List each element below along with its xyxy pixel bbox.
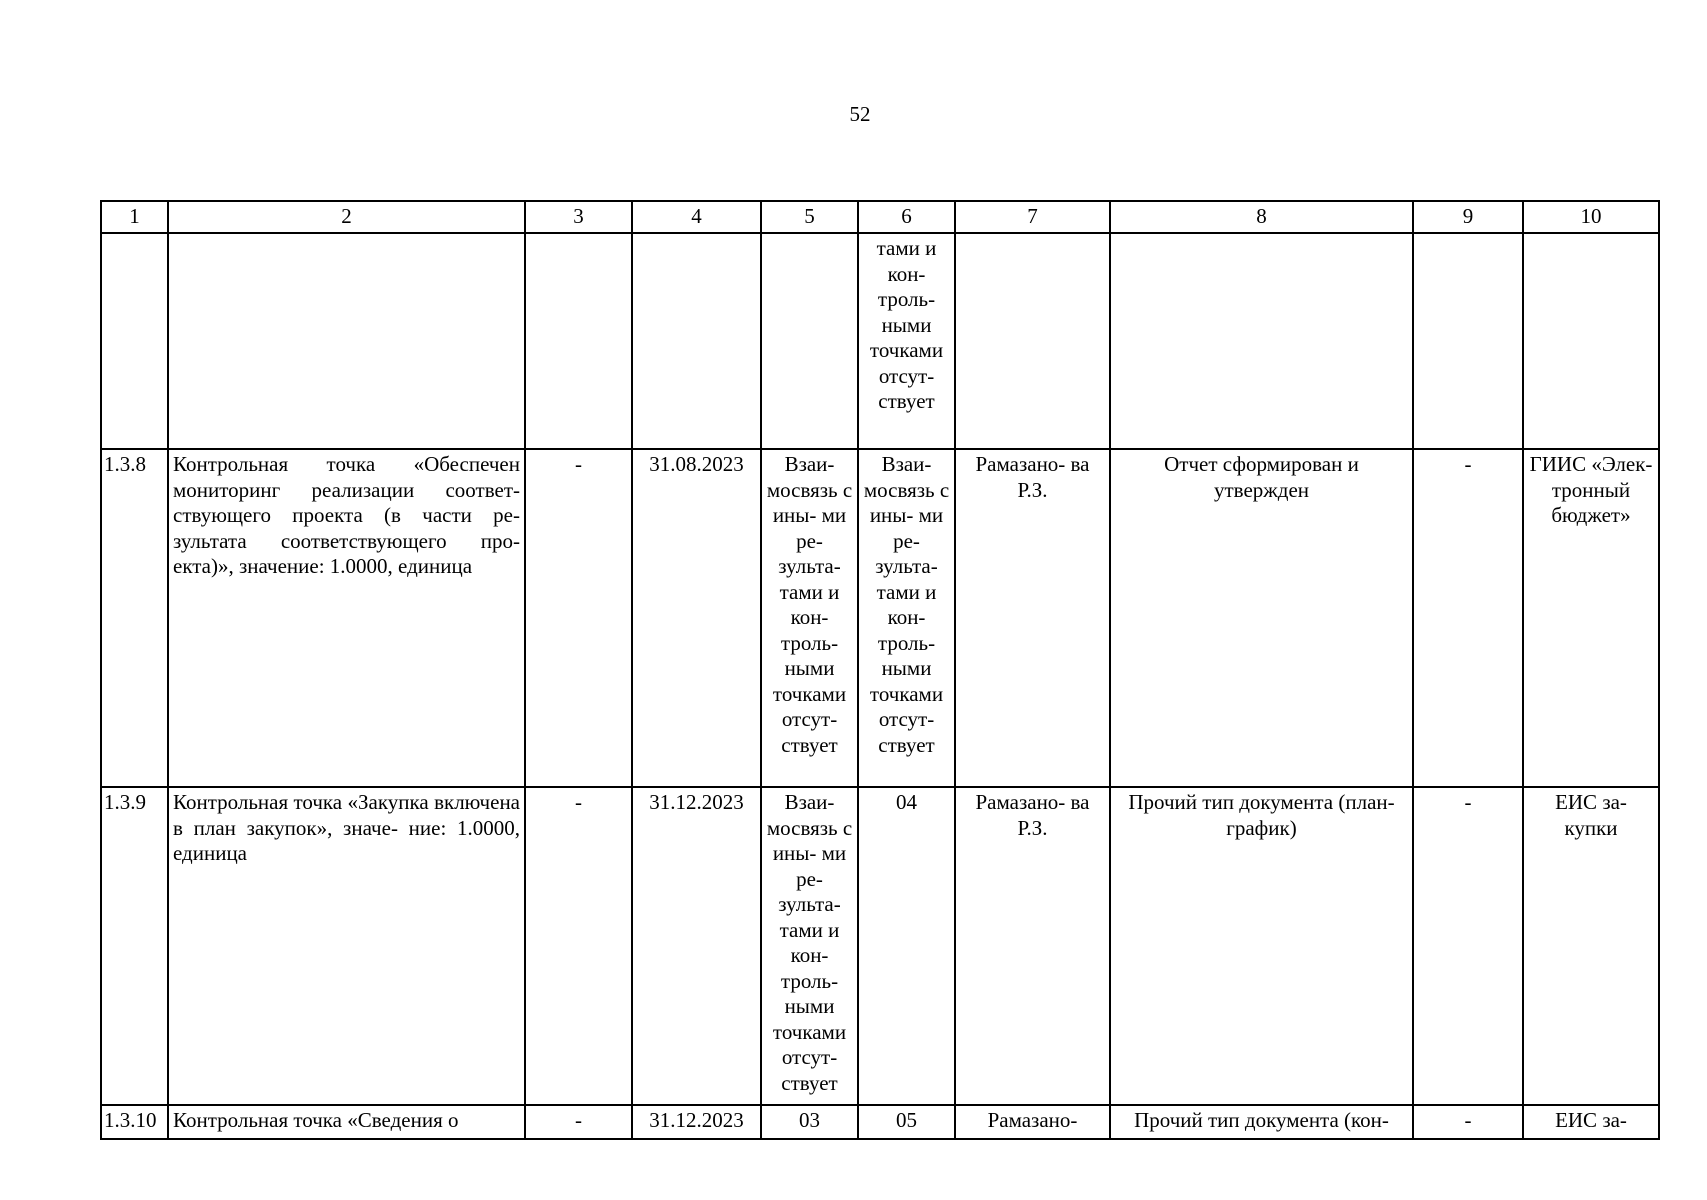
table-cell [1110, 233, 1413, 449]
table-cell [955, 233, 1110, 449]
information-system: ЕИС за- купки [1523, 787, 1659, 1105]
control-point-name: Контрольная точка «Обеспечен мониторинг реализации соответ- ствующего проекта (в части ре- зультата соответствующего про- екта)», значение: 1.0000, единица [168, 449, 525, 787]
table-cell [168, 233, 525, 449]
table-cell: - [525, 1105, 632, 1139]
table-row [101, 449, 1659, 787]
column-header: 2 [168, 201, 525, 233]
row-number: 1.3.10 [101, 1105, 168, 1139]
table-row [101, 787, 1659, 1105]
column-header: 6 [858, 201, 955, 233]
table-cell: - [1413, 787, 1523, 1105]
column-header: 9 [1413, 201, 1523, 233]
table-cell [1413, 233, 1523, 449]
information-system: ЕИС за- [1523, 1105, 1659, 1139]
table-row-continuation [101, 233, 1659, 449]
table-cell: - [525, 449, 632, 787]
table-cell [632, 233, 761, 449]
responsible-person: Рамазано- ва Р.З. [955, 787, 1110, 1105]
document-type: Прочий тип документа (план-график) [1110, 787, 1413, 1105]
table-row [101, 1105, 1659, 1139]
relation-cell: 04 [858, 787, 955, 1105]
control-point-name: Контрольная точка «Сведения о [168, 1105, 525, 1139]
control-points-table [100, 200, 1660, 1140]
column-header: 8 [1110, 201, 1413, 233]
row-number: 1.3.8 [101, 449, 168, 787]
relation-cell: Взаи- мосвязь с ины- ми ре- зульта- тами и кон- троль- ными точками отсут- ствует [761, 449, 858, 787]
control-point-name: Контрольная точка «Закупка включена в план закупок», значе- ние: 1.0000, единица [168, 787, 525, 1105]
table-cell: - [1413, 449, 1523, 787]
due-date: 31.08.2023 [632, 449, 761, 787]
relation-cell: 03 [761, 1105, 858, 1139]
column-header: 5 [761, 201, 858, 233]
table-cell: - [525, 787, 632, 1105]
document-type: Прочий тип документа (кон- [1110, 1105, 1413, 1139]
page-number: 52 [849, 102, 871, 126]
column-header: 1 [101, 201, 168, 233]
relation-cell: Взаи- мосвязь с ины- ми ре- зульта- тами и кон- троль- ными точками отсут- ствует [858, 449, 955, 787]
column-header: 10 [1523, 201, 1659, 233]
relation-cell: 05 [858, 1105, 955, 1139]
responsible-person: Рамазано- [955, 1105, 1110, 1139]
column-header: 3 [525, 201, 632, 233]
table-cell [525, 233, 632, 449]
table-cell [101, 233, 168, 449]
relation-cell: Взаи- мосвязь с ины- ми ре- зульта- тами и кон- троль- ными точками отсут- ствует [761, 787, 858, 1105]
document-type: Отчет сформирован и утвержден [1110, 449, 1413, 787]
due-date: 31.12.2023 [632, 787, 761, 1105]
table-cell [1523, 233, 1659, 449]
relation-cell: тами и кон- троль- ными точками отсут- ствует [858, 233, 955, 449]
due-date: 31.12.2023 [632, 1105, 761, 1139]
row-number: 1.3.9 [101, 787, 168, 1105]
information-system: ГИИС «Элек- тронный бюджет» [1523, 449, 1659, 787]
column-header: 7 [955, 201, 1110, 233]
table-cell: - [1413, 1105, 1523, 1139]
column-header: 4 [632, 201, 761, 233]
table-cell [761, 233, 858, 449]
table-header-row [101, 201, 1659, 233]
responsible-person: Рамазано- ва Р.З. [955, 449, 1110, 787]
